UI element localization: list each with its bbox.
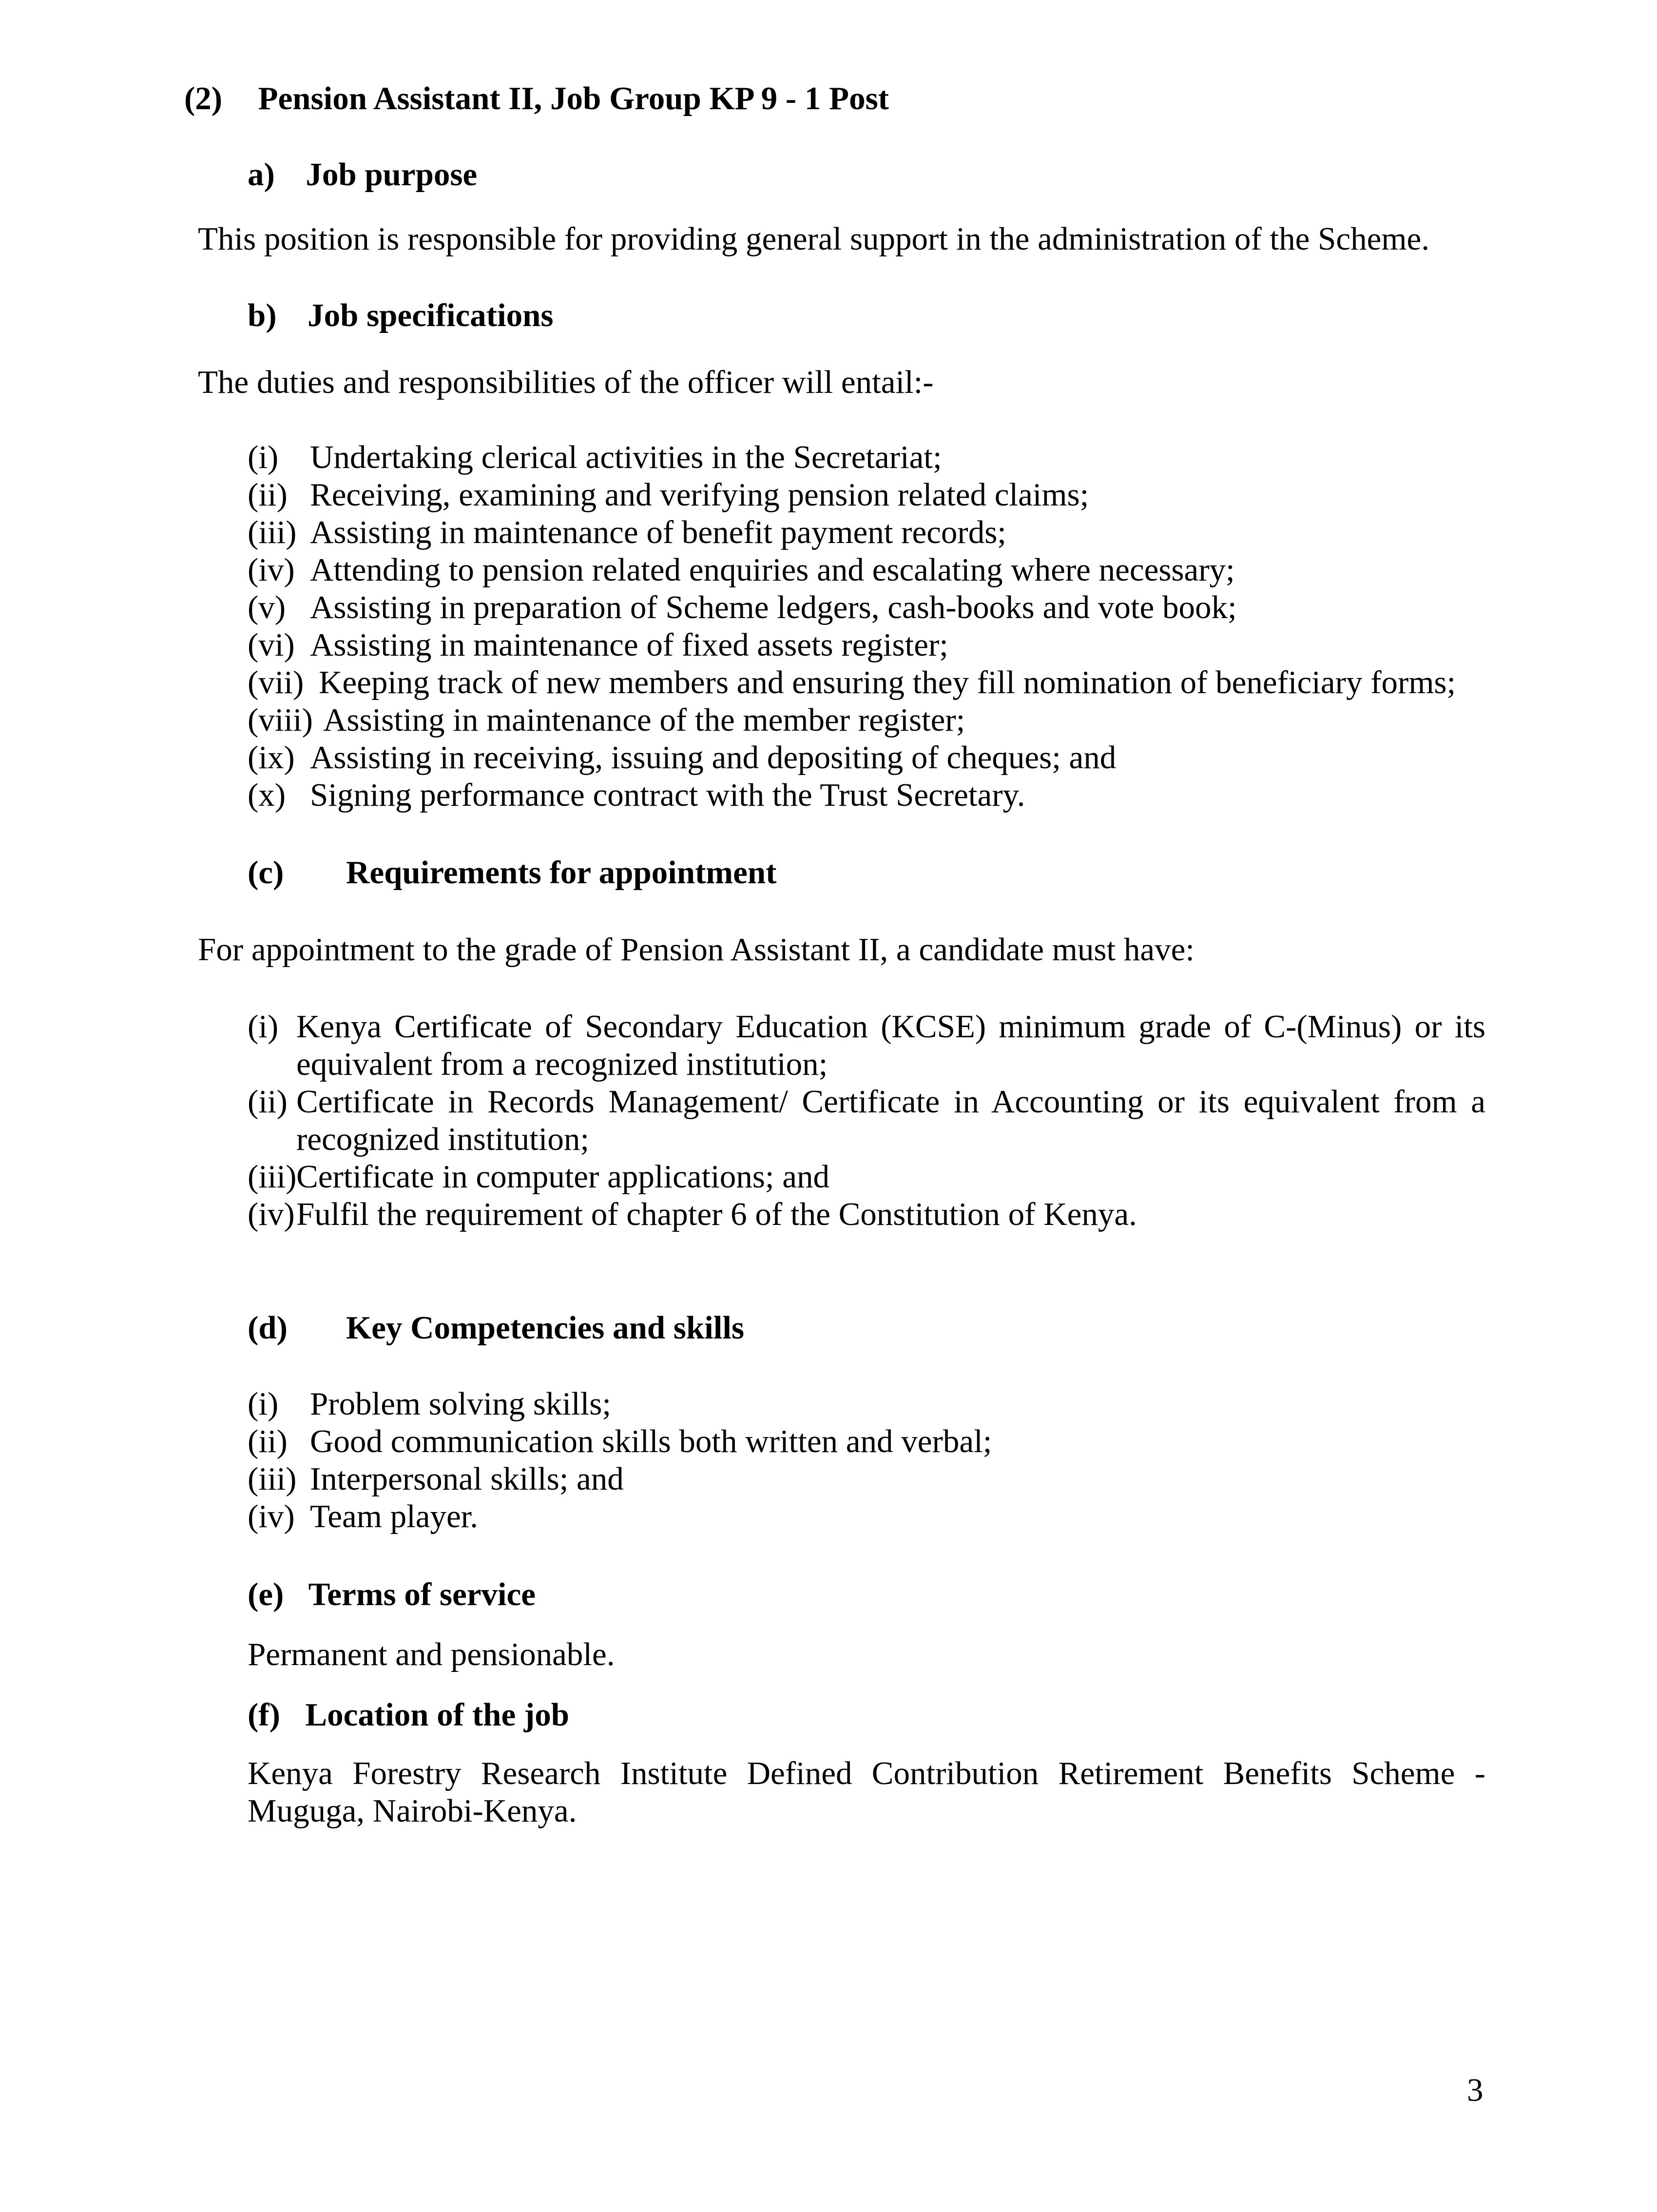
list-item — [248, 626, 948, 664]
list-item-text: Signing performance contract with the Trust Secretary. — [310, 777, 1025, 813]
list-item-text: Assisting in maintenance of fixed assets register; — [310, 627, 948, 663]
job-specifications-heading — [248, 297, 553, 334]
list-item-text: Team player. — [310, 1498, 479, 1534]
job-purpose-label: a) — [248, 156, 275, 193]
requirements-heading — [248, 854, 777, 892]
requirements-label: (c) — [248, 854, 284, 891]
list-item — [248, 776, 1025, 814]
page-number: 3 — [1467, 2072, 1484, 2108]
section-title: Pension Assistant II, Job Group KP 9 - 1 Post — [258, 80, 889, 116]
list-item-number: (iv) — [248, 552, 295, 588]
list-item — [248, 1498, 479, 1535]
location-text-continued: Muguga, Nairobi-Kenya. — [248, 1793, 577, 1829]
list-item-text: Assisting in preparation of Scheme ledgers, cash-books and vote book; — [310, 589, 1237, 625]
terms-heading — [248, 1576, 536, 1613]
list-item-number: (x) — [248, 777, 286, 813]
competencies-label: (d) — [248, 1310, 288, 1346]
list-item-text: Interpersonal skills; and — [310, 1461, 624, 1497]
location-text: Kenya Forestry Research Institute Defined Contribution Retirement Benefits Scheme - — [248, 1755, 1485, 1791]
list-item — [248, 551, 1235, 589]
list-item — [248, 664, 1456, 701]
list-item-text-continued: recognized institution; — [296, 1121, 590, 1157]
competencies-heading — [248, 1309, 745, 1347]
list-item-text: Certificate in Records Management/ Certificate in Accounting or its equivalent from a — [296, 1084, 1485, 1120]
list-item-number: (i) — [248, 439, 279, 475]
list-item — [248, 1423, 992, 1460]
list-item-text: Good communication skills both written and verbal; — [310, 1423, 992, 1459]
list-item-text: Receiving, examining and verifying pension related claims; — [310, 477, 1089, 513]
job-specifications-title: Job specifications — [308, 297, 554, 333]
list-item-number: (iv) — [248, 1196, 295, 1232]
section-number: (2) — [184, 80, 223, 116]
list-item-number: (iii) — [248, 514, 297, 550]
list-item — [248, 589, 1237, 626]
job-purpose-heading — [248, 156, 477, 194]
list-item — [248, 476, 1089, 514]
location-title: Location of the job — [305, 1697, 569, 1733]
list-item — [248, 1158, 829, 1196]
list-item-number: (v) — [248, 589, 286, 625]
list-item-text: Certificate in computer applications; and — [296, 1159, 829, 1195]
list-item-text: Assisting in maintenance of the member register; — [323, 702, 965, 738]
job-purpose-text: This position is responsible for providing general support in the administration of the Scheme. — [198, 221, 1429, 257]
job-specifications-label: b) — [248, 297, 277, 333]
list-item-number: (viii) — [248, 702, 313, 738]
list-item-text: Assisting in receiving, issuing and depositing of cheques; and — [310, 739, 1117, 776]
list-item-number: (ii) — [248, 1084, 288, 1120]
list-item — [248, 514, 1006, 551]
list-item — [248, 1460, 624, 1498]
list-item-text: Attending to pension related enquiries and escalating where necessary; — [310, 552, 1235, 588]
terms-title: Terms of service — [308, 1576, 536, 1612]
competencies-title: Key Competencies and skills — [346, 1310, 745, 1346]
list-item — [248, 439, 942, 476]
list-item-number: (ii) — [248, 477, 288, 513]
list-item-number: (i) — [248, 1009, 279, 1045]
list-item-text-continued: equivalent from a recognized institution; — [296, 1046, 828, 1082]
list-item — [248, 701, 965, 739]
requirements-intro: For appointment to the grade of Pension Assistant II, a candidate must have: — [198, 931, 1195, 968]
job-purpose-title: Job purpose — [306, 156, 478, 193]
list-item-number: (ix) — [248, 739, 295, 776]
location-heading — [248, 1696, 569, 1734]
list-item-text: Keeping track of new members and ensuring they fill nomination of beneficiary forms; — [319, 664, 1456, 700]
list-item — [248, 1385, 611, 1423]
requirements-title: Requirements for appointment — [346, 854, 777, 891]
list-item-number: (iii) — [248, 1461, 297, 1497]
list-item-number: (vi) — [248, 627, 295, 663]
list-item — [248, 1196, 1137, 1233]
list-item-text: Kenya Certificate of Secondary Education (KCSE) minimum grade of C-(Minus) or its — [296, 1009, 1485, 1045]
list-item-number: (vii) — [248, 664, 304, 700]
list-item-text: Undertaking clerical activities in the Secretariat; — [310, 439, 942, 475]
section-heading — [184, 80, 889, 117]
list-item — [248, 1083, 288, 1121]
list-item-text: Fulfil the requirement of chapter 6 of the Constitution of Kenya. — [296, 1196, 1137, 1232]
terms-label: (e) — [248, 1576, 284, 1612]
location-label: (f) — [248, 1697, 280, 1733]
list-item-number: (i) — [248, 1386, 279, 1422]
terms-text: Permanent and pensionable. — [248, 1636, 615, 1672]
list-item-text: Assisting in maintenance of benefit payment records; — [310, 514, 1006, 550]
list-item-number: (iii) — [248, 1159, 297, 1195]
list-item-number: (ii) — [248, 1423, 288, 1459]
list-item-text: Problem solving skills; — [310, 1386, 611, 1422]
job-specifications-intro: The duties and responsibilities of the officer will entail:- — [198, 364, 934, 400]
list-item — [248, 739, 1117, 776]
list-item — [248, 1008, 278, 1046]
list-item-number: (iv) — [248, 1498, 295, 1534]
